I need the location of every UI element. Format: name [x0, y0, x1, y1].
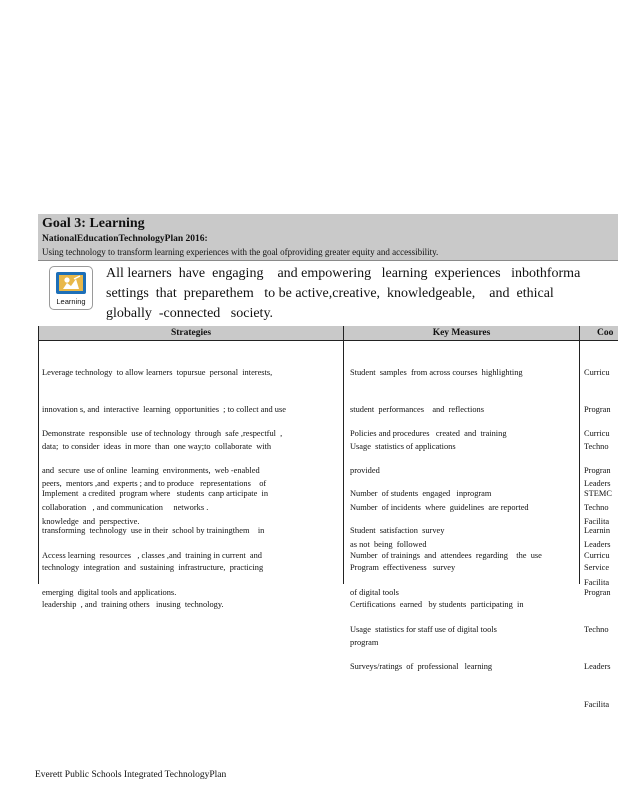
measure-line: Program effectiveness survey [350, 563, 456, 573]
coordinator-line: Curricu [584, 428, 610, 438]
strategy-line: emerging digital tools and applications. [42, 588, 177, 598]
coordinator-line: Service [584, 563, 610, 573]
goal-description: Using technology to transform learning experiences with the goal ofproviding greater equity and accessibility. [42, 247, 439, 257]
intro-line-1: All learners have engaging and empowering learning experiences inbothforma [106, 266, 581, 281]
coordinator-line: Facilita [584, 516, 610, 526]
strategy-line: collaboration , and communication networks . [42, 503, 209, 513]
measure-line: Usage statistics of applications [350, 442, 456, 452]
coordinator-line: Leaders [584, 540, 611, 550]
measure-line: as not being followed [350, 540, 427, 550]
table-row-4-coordinators [584, 525, 618, 736]
coordinator-line: Techno [584, 503, 609, 513]
coordinator-line: Facilita [584, 577, 610, 587]
coordinator-line: Curricu [584, 367, 610, 377]
measure-line: Student samples from across courses highlighting [350, 367, 523, 377]
coordinator-line: Progran [584, 466, 611, 476]
intro-line-3: globally -connected society. [106, 306, 274, 321]
strategy-line: Leverage technology to allow learners topursue personal interests, [42, 367, 273, 377]
strategy-line: and secure use of online learning environments, web -enabled [42, 466, 260, 476]
plan-reference: NationalEducationTechnologyPlan 2016: [42, 234, 208, 244]
coordinator-line: Learnin [584, 526, 611, 536]
strategy-line: Access learning resources , classes ,and training in current and [42, 550, 262, 560]
measure-line: Number of incidents where guidelines are reported [350, 503, 529, 513]
coordinator-line: Progran [584, 588, 611, 598]
measure-line: student performances and reflections [350, 405, 484, 415]
measures-header: Key Measures [344, 326, 579, 340]
coordinator-line: Leaders [584, 662, 611, 672]
coordinator-line: Progran [584, 405, 611, 415]
strategy-line: Demonstrate responsible use of technology through safe ,respectful , [42, 428, 283, 438]
coordinator-line: Leaders [584, 479, 611, 489]
learning-icon [49, 266, 93, 310]
strategy-line: leadership , and training others inusing technology. [42, 600, 224, 610]
measure-line: Policies and procedures created and training [350, 428, 507, 438]
measure-line: Usage statistics for staff use of digital tools [350, 625, 497, 635]
icon-caption: Learning [56, 297, 86, 306]
strategy-line: Implement a credited program where students canp articipate in [42, 488, 269, 498]
coordinator-line: Techno [584, 442, 609, 452]
table-row-4-strategy [42, 525, 340, 624]
coordinators-header: Coo [580, 326, 618, 340]
page-footer: Everett Public Schools Integrated TechnologyPlan [35, 770, 227, 780]
measure-line: program [350, 637, 379, 647]
measure-line: of digital tools [350, 588, 399, 598]
strategies-table [38, 326, 618, 709]
strategy-line: technology integration and sustaining infrastructure, practicing [42, 563, 264, 573]
measure-line: provided [350, 466, 380, 476]
strategies-header: Strategies [39, 326, 343, 340]
measure-line: Student satisfaction survey [350, 526, 445, 536]
strategy-divider [343, 326, 344, 584]
measure-line: Certifications earned by students participating in [350, 600, 524, 610]
coordinator-line: Curricu [584, 550, 610, 560]
table-left-rule [38, 326, 39, 584]
strategy-line: knowledge and perspective. [42, 516, 140, 526]
measure-line: Number of students engaged inprogram [350, 488, 492, 498]
coordinator-line: STEMC [584, 488, 612, 498]
coordinator-line: Facilita [584, 699, 610, 709]
intro-line-2: settings that preparethem to be active,creative, knowledgeable, and ethical [106, 286, 554, 301]
measure-line: Number of trainings and attendees regarding the use [350, 550, 542, 560]
header-rule [38, 340, 618, 341]
strategy-line: innovation s, and interactive learning opportunities ; to collect and use [42, 405, 286, 415]
table-row-4-measures [350, 525, 578, 699]
strategy-line: transforming technology use in their school by trainingthem in [42, 526, 265, 536]
coordinator-line: Techno [584, 625, 609, 635]
strategy-line: peers, mentors ,and experts ; and to produce representations of [42, 479, 267, 489]
goal-header [38, 214, 618, 261]
goal-title: Goal 3: Learning [42, 216, 145, 231]
strategy-line: data; to consider ideas in more than one way;to collaborate with [42, 442, 272, 452]
measure-line: Surveys/ratings of professional learning [350, 662, 493, 672]
measures-divider [579, 326, 580, 584]
